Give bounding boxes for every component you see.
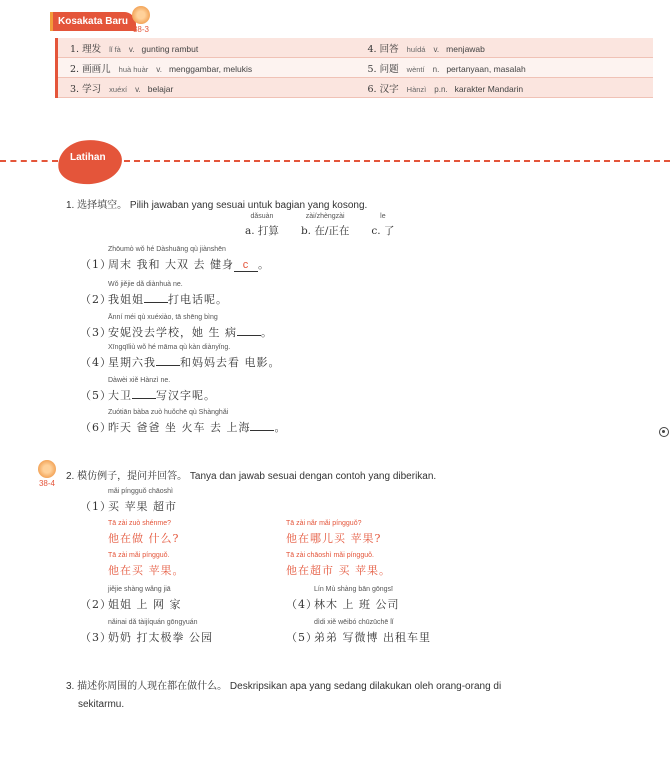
vocab-item xyxy=(58,61,356,75)
dialog-text: 他在超市 买 苹果。 xyxy=(286,564,391,577)
answer-blank[interactable]: c xyxy=(234,259,258,272)
item-pinyin: nǎinai dǎ tàijíquán gōngyuán xyxy=(108,619,198,626)
ex1-item xyxy=(80,377,216,403)
item-text-end: 。 xyxy=(258,258,270,271)
vocab-row xyxy=(58,78,653,98)
dialog-left xyxy=(108,520,185,578)
item-text-end: 写汉字呢。 xyxy=(156,389,216,402)
ex1-title-cn: 选择填空。 xyxy=(77,200,128,211)
vocab-tab xyxy=(50,12,136,31)
ex3-number: 3. xyxy=(66,681,75,692)
vocab-pinyin: lǐ fà xyxy=(109,44,121,54)
section-divider-right xyxy=(124,160,670,162)
flower-icon xyxy=(132,6,150,24)
latihan-label: Latihan xyxy=(70,152,106,163)
item-number: （2） xyxy=(80,598,112,611)
ex2-title-id: Tanya dan jawab sesuai dengan contoh yang diberikan. xyxy=(189,471,437,482)
ex2-badge-label: 38-4 xyxy=(38,479,55,488)
answer-blank[interactable] xyxy=(250,430,274,431)
item-pinyin: Wǒ jiějie dǎ diànhuà ne. xyxy=(108,281,183,288)
choice-c xyxy=(371,213,394,238)
dialog-right xyxy=(286,520,391,578)
dialog-text: 他在哪儿买 苹果? xyxy=(286,532,382,545)
item-number: （3） xyxy=(80,631,112,644)
section-divider-left xyxy=(0,160,58,162)
item-pinyin: dìdi xiě wēibó chūzūchē lǐ xyxy=(314,619,394,626)
choice-pinyin: dǎsuàn xyxy=(250,213,274,220)
vocab-hanzi: 汉字 xyxy=(379,83,399,95)
choice-pinyin: le xyxy=(380,213,386,220)
item-text-end: 和妈妈去看 电影。 xyxy=(180,356,281,369)
ex2-title-cn: 模仿例子，提问并回答。 xyxy=(77,471,188,482)
item-number: （1） xyxy=(80,258,112,271)
choice-text: b. 在/正在 xyxy=(300,225,350,237)
vocab-item xyxy=(356,41,654,55)
item-pinyin: mǎi píngguǒ chāoshì xyxy=(108,488,173,495)
item-text: 星期六我 xyxy=(108,356,156,369)
ex2-title xyxy=(66,467,436,482)
vocab-meaning: menjawab xyxy=(446,43,485,54)
ex2-example xyxy=(80,488,177,514)
flower-icon xyxy=(38,460,56,478)
ex1-item xyxy=(80,314,273,340)
answer-blank[interactable] xyxy=(156,365,180,366)
item-number: （2） xyxy=(80,293,112,306)
item-text-end: 打电话呢。 xyxy=(168,293,228,306)
dialog-pinyin: Tā zài mǎi píngguǒ. xyxy=(108,552,170,559)
vocab-item xyxy=(58,41,356,55)
vocab-table xyxy=(55,38,653,98)
vocab-row xyxy=(58,58,653,78)
vocab-meaning: gunting rambut xyxy=(141,43,199,54)
item-text: 我姐姐 xyxy=(108,293,144,306)
ex2-item xyxy=(286,619,431,645)
item-text: 弟弟 写微博 出租车里 xyxy=(314,631,431,644)
answer-blank[interactable] xyxy=(144,302,168,303)
vocab-meaning: menggambar, melukis xyxy=(168,63,253,74)
vocab-item xyxy=(356,61,654,75)
item-pinyin: Lín Mù shàng bān gōngsī xyxy=(314,586,394,593)
item-text: 周末 我和 大双 去 健身 xyxy=(108,258,234,271)
item-number: （6） xyxy=(80,421,112,434)
dialog-pinyin: Tā zài zuò shénme? xyxy=(108,520,172,527)
ex1-item xyxy=(80,344,281,370)
ex2-item xyxy=(286,586,400,612)
ex1-choices xyxy=(245,213,394,238)
item-text-end: 。 xyxy=(261,326,273,339)
item-text: 姐姐 上 网 家 xyxy=(108,598,182,611)
item-pinyin: Ānní méi qù xuéxiào, tā shēng bìng xyxy=(108,314,218,321)
vocab-pos: p.n. xyxy=(434,84,448,94)
lesson-badge-label: 38-3 xyxy=(132,25,149,34)
vocab-pinyin: wèntí xyxy=(406,64,425,74)
dialog-pinyin: Tā zài chāoshì mǎi píngguǒ. xyxy=(286,552,374,559)
vocab-hanzi: 回答 xyxy=(379,43,399,55)
vocab-no: 6. xyxy=(367,83,377,95)
vocab-no: 5. xyxy=(367,63,377,75)
choice-b xyxy=(301,213,349,238)
vocab-no: 2. xyxy=(70,63,80,75)
vocab-pos: v. xyxy=(433,44,440,54)
vocab-pos: v. xyxy=(128,44,135,54)
item-pinyin: jiějie shàng wǎng jiā xyxy=(108,586,171,593)
ex2-item xyxy=(80,619,213,645)
item-number: （3） xyxy=(80,326,112,339)
vocab-hanzi: 问题 xyxy=(379,63,399,75)
item-text: 林木 上 班 公司 xyxy=(314,598,400,611)
scroll-target-icon[interactable] xyxy=(659,427,669,437)
ex2-badge xyxy=(38,460,56,488)
item-number: （5） xyxy=(286,631,318,644)
item-number: （4） xyxy=(286,598,318,611)
answer-blank[interactable] xyxy=(132,398,156,399)
dialog-text: 他在做 什么? xyxy=(108,532,180,545)
item-pinyin: Zuótiān bàba zuò huǒchē qù Shànghǎi xyxy=(108,409,229,416)
choice-pinyin: zài/zhèngzài xyxy=(305,213,345,220)
item-text: 安妮没去学校，她 生 病 xyxy=(108,326,237,339)
choice-a xyxy=(245,213,279,238)
ex1-number: 1. xyxy=(66,200,75,211)
item-number: （4） xyxy=(80,356,112,369)
vocab-meaning: pertanyaan, masalah xyxy=(446,63,526,74)
vocab-hanzi: 画画儿 xyxy=(82,63,111,75)
vocab-tab-label: Kosakata Baru xyxy=(58,16,129,27)
ex1-title xyxy=(66,196,367,211)
item-pinyin: Xīngqīliù wǒ hé māma qù kàn diànyǐng. xyxy=(108,344,231,351)
dialog-pinyin: Tā zài nǎr mǎi píngguǒ? xyxy=(286,520,362,527)
item-pinyin: Dàwèi xiě Hànzì ne. xyxy=(108,377,171,384)
vocab-no: 1. xyxy=(70,43,80,55)
vocab-pos: v. xyxy=(156,64,162,74)
item-number: （1） xyxy=(80,500,112,513)
ex1-title-id: Pilih jawaban yang sesuai untuk bagian yang kosong. xyxy=(129,200,368,211)
vocab-item xyxy=(356,81,654,95)
ex3-title-id: Deskripsikan apa yang sedang dilakukan oleh orang-orang di xyxy=(229,681,502,692)
ex2-number: 2. xyxy=(66,471,75,482)
ex3-title-id-cont: sekitarmu. xyxy=(78,699,125,710)
choice-text: a. 打算 xyxy=(245,225,279,237)
vocab-hanzi: 理发 xyxy=(82,43,102,55)
item-text-end: 。 xyxy=(274,421,287,434)
vocab-pos: v. xyxy=(135,84,141,94)
vocab-pinyin: huídá xyxy=(406,44,426,54)
item-number: （5） xyxy=(80,389,112,402)
item-pinyin: Zhōumò wǒ hé Dàshuāng qù jiànshēn xyxy=(108,246,226,253)
vocab-item xyxy=(58,81,356,95)
ex2-item xyxy=(80,586,182,612)
ex1-item xyxy=(80,246,270,272)
vocab-pinyin: xuéxí xyxy=(109,84,128,94)
item-text: 大卫 xyxy=(108,389,132,402)
ex3-title xyxy=(66,678,501,714)
ex1-item xyxy=(80,281,228,307)
vocab-pos: n. xyxy=(432,64,440,74)
item-text: 奶奶 打太极拳 公园 xyxy=(108,631,213,644)
vocab-no: 4. xyxy=(367,43,377,55)
item-text: 昨天 爸爸 坐 火车 去 上海 xyxy=(108,421,251,434)
vocab-no: 3. xyxy=(70,83,80,95)
choice-text: c. 了 xyxy=(371,225,395,237)
vocab-hanzi: 学习 xyxy=(82,83,102,95)
vocab-meaning: belajar xyxy=(147,83,174,94)
ex1-item xyxy=(80,409,286,435)
answer-blank[interactable] xyxy=(237,335,261,336)
item-text: 买 苹果 超市 xyxy=(108,500,177,513)
ex3-title-cn: 描述你周围的人现在都在做什么。 xyxy=(77,681,228,692)
dialog-text: 他在买 苹果。 xyxy=(108,564,185,577)
vocab-meaning: karakter Mandarin xyxy=(454,83,524,94)
vocab-pinyin: Hànzì xyxy=(406,84,427,94)
lesson-badge xyxy=(132,6,150,34)
vocab-row xyxy=(58,38,653,58)
vocab-pinyin: huà huàr xyxy=(118,64,149,74)
